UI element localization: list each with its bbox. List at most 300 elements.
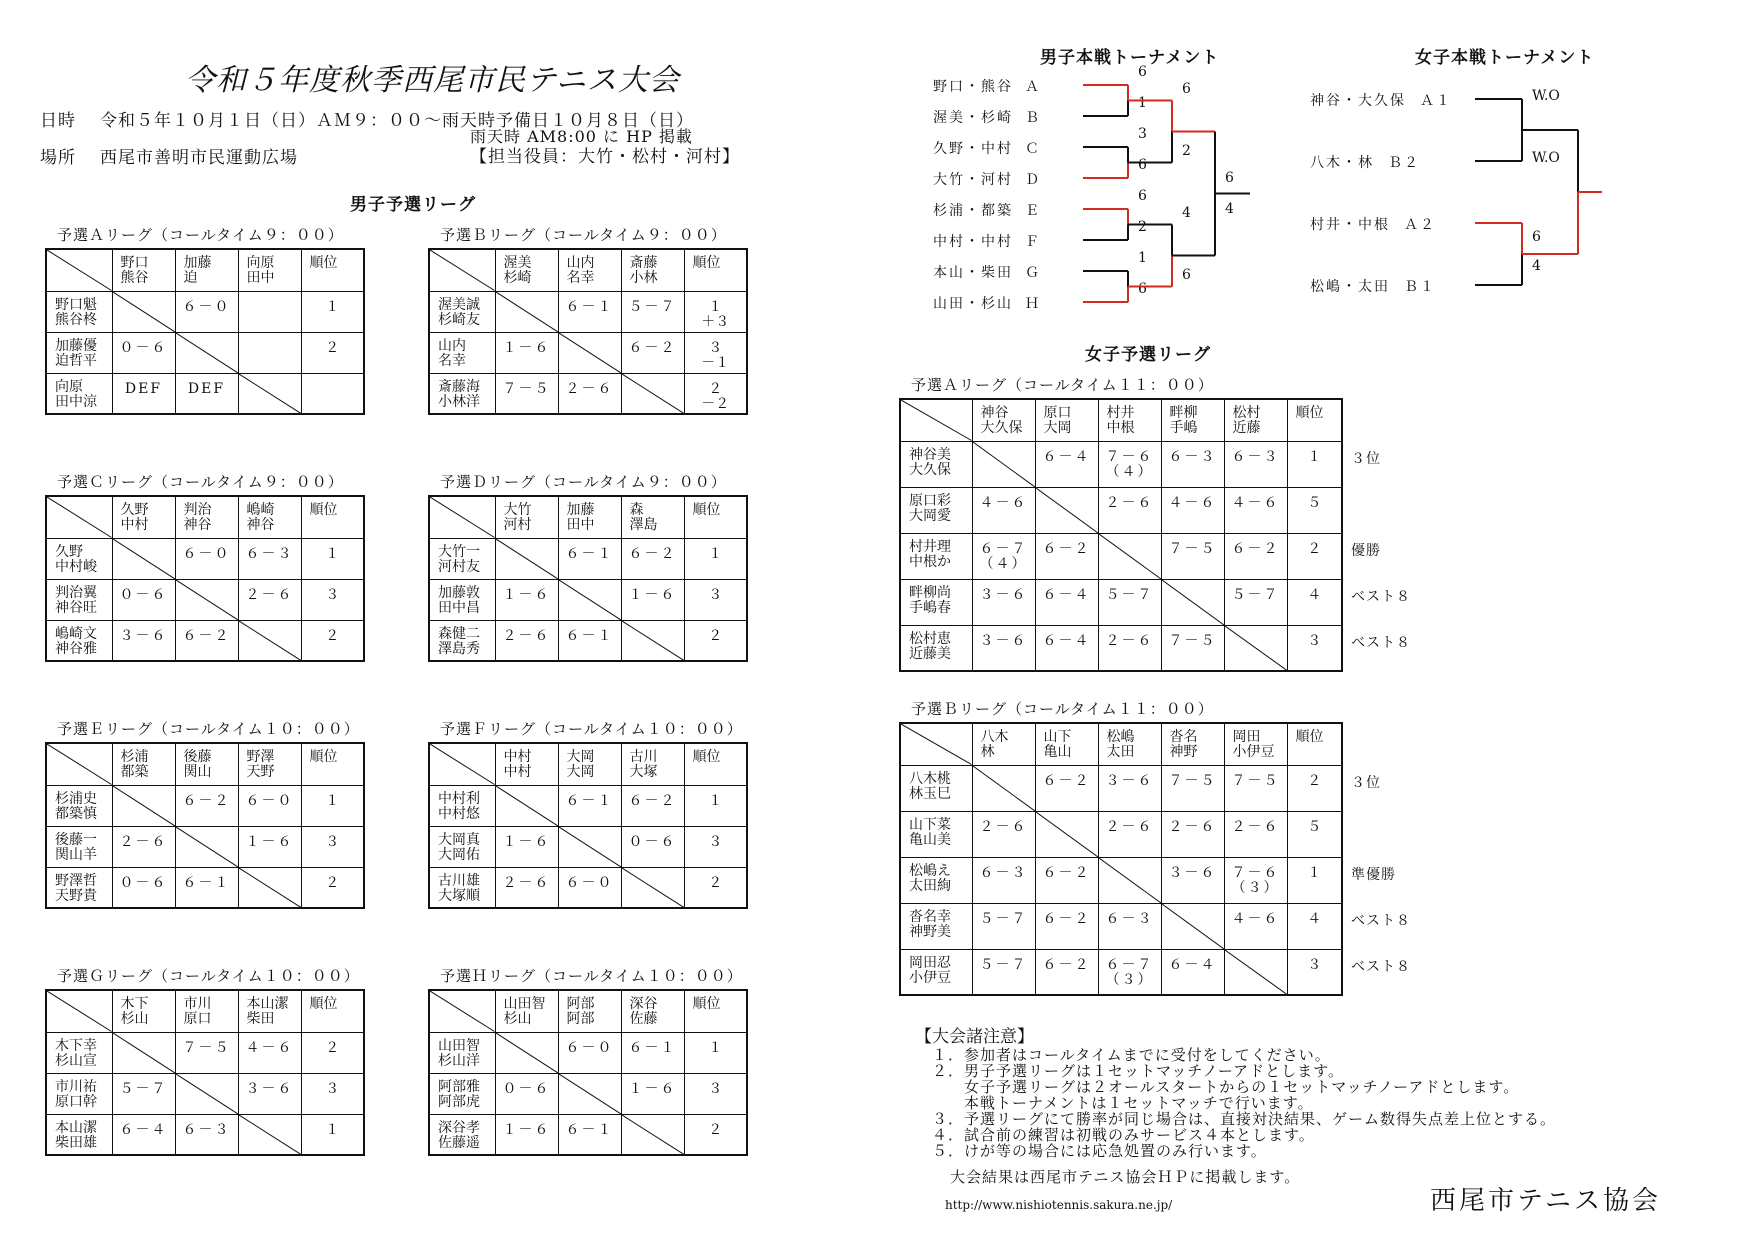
association-url[interactable]: http://www.nishiotennis.sakura.ne.jp/ [945, 1198, 1173, 1212]
officials: 【担当役員：大竹・松村・河村】 [470, 147, 740, 167]
score-cell [558, 1114, 621, 1155]
diagonal-slash [1036, 812, 1098, 857]
score: ０－６ [119, 339, 168, 356]
score: ６－２ [1042, 772, 1091, 789]
round1-score: 2 [1138, 219, 1147, 235]
score: ７－５ [1168, 540, 1217, 557]
score-cell [175, 1032, 238, 1073]
rank-value: ２ [1307, 772, 1322, 789]
score-cell [972, 487, 1035, 533]
score-cell [972, 857, 1035, 903]
rank-cell [1287, 579, 1342, 625]
diagonal-slash [1099, 534, 1161, 579]
score: １－６ [245, 833, 294, 850]
player-names: 向原 田中涼 [55, 378, 97, 410]
opponent-header [558, 743, 621, 785]
score-cell [1224, 441, 1287, 487]
rank-value: １ [1307, 864, 1322, 881]
rank-cell [684, 867, 747, 908]
self-match-cell [175, 1073, 238, 1114]
semifinal-score: 6 [1532, 229, 1541, 245]
score: ０－６ [628, 833, 677, 850]
score-cell [112, 332, 175, 373]
opponent-header [1035, 723, 1098, 765]
player-names: 市川祐 原口幹 [55, 1078, 97, 1110]
self-match-cell [175, 826, 238, 867]
self-match-cell [1035, 487, 1098, 533]
score: ４－６ [1168, 494, 1217, 511]
table-row [46, 373, 364, 414]
self-match-cell [972, 765, 1035, 811]
score: ２－６ [119, 833, 168, 850]
player-pair [900, 949, 972, 995]
player-names: 加藤敦 田中昌 [438, 584, 480, 616]
score: １－６ [502, 1121, 551, 1138]
rank-cell [684, 373, 747, 414]
score: ６－０ [182, 545, 231, 562]
rank-cell [684, 1032, 747, 1073]
self-match-cell [1035, 811, 1098, 857]
rank-cell [301, 1032, 364, 1073]
rank-value: ３ [708, 586, 723, 603]
round1-score: 6 [1138, 281, 1147, 297]
rank-cell [301, 373, 364, 414]
diagonal-slash [901, 400, 972, 441]
league-table [428, 742, 748, 909]
player-names: 大岡真 大岡佑 [438, 831, 480, 863]
place-value: 西尾市善明市民運動広場 [100, 148, 298, 168]
note-line: ５．けが等の場合には応急処置のみ行います。 [932, 1142, 1267, 1160]
league-header-row [46, 496, 364, 538]
player-pair [46, 579, 112, 620]
score-cell [621, 1032, 684, 1073]
opponent-name: 中村 中村 [503, 749, 532, 780]
score-cell [972, 625, 1035, 671]
rank-cell [684, 785, 747, 826]
rank-value: １ [708, 545, 723, 562]
player-pair [46, 867, 112, 908]
final-score: 4 [1225, 201, 1234, 217]
player-pair [900, 857, 972, 903]
diagonal-slash [239, 374, 301, 414]
player-names: 八木桃 林玉巳 [909, 770, 951, 802]
entry-seed: Ｅ [1025, 203, 1041, 219]
rank-cell [684, 826, 747, 867]
rank-value: １ [708, 1039, 723, 1056]
player-names: 深谷孝 佐藤遥 [438, 1119, 480, 1151]
rank-value: ２ [325, 1039, 340, 1056]
score: １－６ [502, 339, 551, 356]
player-pair [900, 765, 972, 811]
score-cell [1224, 487, 1287, 533]
score-cell [1035, 533, 1098, 579]
date-label: 日時 [40, 111, 76, 131]
opponent-name: 久野 中村 [120, 502, 149, 533]
score-cell [1224, 903, 1287, 949]
player-names: 岡田忍 小伊豆 [909, 954, 951, 986]
diagonal-slash [239, 868, 301, 908]
score-cell [1035, 857, 1098, 903]
score: ３－６ [245, 1080, 294, 1097]
score: DEF [124, 380, 163, 397]
player-pair [46, 826, 112, 867]
note-line: ３．予選リーグにて勝率が同じ場合は、直接対決結果、ゲーム数得失点差上位とする。 [932, 1110, 1557, 1128]
opponent-header [558, 990, 621, 1032]
semifinal-score: 4 [1532, 258, 1541, 274]
rank-value: １ [708, 792, 723, 809]
rank-cell [1287, 949, 1342, 995]
opponent-header [238, 990, 301, 1032]
league-header-row [46, 990, 364, 1032]
score-cell [238, 785, 301, 826]
player-names: 木下幸 杉山宣 [55, 1037, 97, 1069]
table-row [429, 1073, 747, 1114]
player-names: 斎藤海 小林洋 [438, 378, 480, 410]
score-cell [175, 538, 238, 579]
opponent-name: 村井 中根 [1106, 405, 1135, 436]
player-pair [429, 579, 495, 620]
score-cell [1098, 487, 1161, 533]
entry-pair: 久野・中村 [933, 141, 1013, 157]
entry-pair: 杉浦・都築 [933, 203, 1013, 219]
rank-cell [301, 1073, 364, 1114]
player-names: 畔柳尚 手嶋春 [909, 584, 951, 616]
score: ６－１ [565, 627, 614, 644]
score-cell [238, 538, 301, 579]
score-cell [972, 811, 1035, 857]
player-names: 久野 中村峻 [55, 543, 97, 575]
player-names: 神谷美 大久保 [909, 446, 951, 478]
final-result: ３位 [1351, 775, 1381, 791]
player-pair [900, 903, 972, 949]
mens-section-title: 男子予選リーグ [350, 195, 476, 215]
league-table [45, 742, 365, 909]
player-pair [429, 373, 495, 414]
rank-value: ２ [708, 627, 723, 644]
score: ２－６ [1231, 818, 1280, 835]
rank-value: ５ [1307, 818, 1322, 835]
rank-value: ２ [1307, 540, 1322, 557]
score-cell [621, 1073, 684, 1114]
diagonal-slash [559, 333, 621, 373]
opponent-name: 加藤 迫 [183, 255, 212, 286]
score-cell [558, 620, 621, 661]
score: ６－３ [1168, 448, 1217, 465]
player-pair [429, 538, 495, 579]
self-match-cell [112, 1032, 175, 1073]
score-cell [1098, 811, 1161, 857]
mens-tournament-title: 男子本戦トーナメント [1040, 48, 1220, 68]
rank-value: ３ [325, 1080, 340, 1097]
score: ６－４ [119, 1121, 168, 1138]
score: ６－３ [1231, 448, 1280, 465]
table-row [46, 1114, 364, 1155]
score: ２－６ [1105, 632, 1154, 649]
self-match-cell [175, 579, 238, 620]
score-cell [495, 620, 558, 661]
round1-score: 1 [1138, 95, 1147, 111]
rank-cell [1287, 441, 1342, 487]
score: ２－６ [1168, 818, 1217, 835]
opponent-name: 後藤 関山 [183, 749, 212, 780]
note-line: ４．試合前の練習は初戦のみサービス４本とします。 [932, 1126, 1315, 1144]
score: ６－３ [245, 545, 294, 562]
score: ２－６ [979, 818, 1028, 835]
entry-pair: 村井・中根 [1310, 217, 1390, 233]
opponent-name: 野口 熊谷 [120, 255, 149, 286]
opponent-header [238, 743, 301, 785]
rain-note: 雨天時 AM8:00 に HP 掲載 [470, 127, 693, 146]
round1-score: 6 [1138, 157, 1147, 173]
opponent-name: 本山潔 柴田 [246, 996, 289, 1027]
score: ５－７ [979, 956, 1028, 973]
entry-pair: 中村・中村 [933, 234, 1013, 250]
diagonal-slash [973, 442, 1035, 487]
entry-seed: Ｇ [1025, 265, 1041, 281]
score: ２－６ [502, 874, 551, 891]
rank-cell [301, 826, 364, 867]
score: ３－６ [119, 627, 168, 644]
self-match-cell [558, 579, 621, 620]
score-cell [112, 620, 175, 661]
score-cell [1098, 579, 1161, 625]
score-cell [1035, 765, 1098, 811]
score: DEF [187, 380, 226, 397]
self-match-cell [1161, 903, 1224, 949]
score-cell [1035, 625, 1098, 671]
table-row [46, 1032, 364, 1073]
player-pair [429, 1032, 495, 1073]
player-pair [900, 487, 972, 533]
self-match-cell [1161, 579, 1224, 625]
score-cell [1161, 441, 1224, 487]
table-row [46, 867, 364, 908]
rank-cell [1287, 487, 1342, 533]
opponent-header [1161, 399, 1224, 441]
score-cell [1161, 811, 1224, 857]
score-cell [1035, 903, 1098, 949]
table-row [46, 1073, 364, 1114]
score: ６－４ [1042, 632, 1091, 649]
place-label: 場所 [40, 148, 76, 168]
rank-value: ４ [1307, 910, 1322, 927]
opponent-header [1098, 399, 1161, 441]
opponent-name: 判治 神谷 [183, 502, 212, 533]
player-names: 原口彩 大岡愛 [909, 492, 951, 524]
league-title: 予選Ａリーグ（コールタイム１１：００） [911, 376, 1214, 394]
player-names: 森健二 澤島秀 [438, 625, 480, 657]
diagonal-slash [973, 766, 1035, 811]
diagonal-slash [176, 580, 238, 620]
league-table [899, 398, 1343, 672]
corner-cell [429, 990, 495, 1032]
score-cell [238, 1032, 301, 1073]
rank-value: ５ [1307, 494, 1322, 511]
score-cell [238, 579, 301, 620]
diagonal-slash [47, 744, 112, 785]
self-match-cell [558, 332, 621, 373]
score: ４－６ [245, 1039, 294, 1056]
league-table [45, 989, 365, 1156]
opponent-name: 木下 杉山 [120, 996, 149, 1027]
score-cell [112, 579, 175, 620]
self-match-cell [238, 373, 301, 414]
score: ７－６ （３） [1231, 864, 1280, 896]
entry-pair: 野口・熊谷 [933, 79, 1013, 95]
corner-cell [429, 743, 495, 785]
opponent-header [238, 496, 301, 538]
rank-header: 順位 [1287, 399, 1342, 441]
womens-tournament-title: 女子本戦トーナメント [1415, 48, 1595, 68]
opponent-name: 渥美 杉崎 [503, 255, 532, 286]
table-row [46, 579, 364, 620]
opponent-header [175, 743, 238, 785]
player-names: 嶋崎文 神谷雅 [55, 625, 97, 657]
score: ０－６ [502, 1080, 551, 1097]
score-cell [495, 1073, 558, 1114]
rank-value: ３ [325, 586, 340, 603]
score-cell [1035, 579, 1098, 625]
womens-section-title: 女子予選リーグ [1085, 345, 1211, 365]
player-pair [46, 373, 112, 414]
entry-seed: Ｂ [1025, 110, 1041, 126]
round1-score: 6 [1138, 188, 1147, 204]
self-match-cell [1224, 625, 1287, 671]
final-result: ベスト８ [1351, 913, 1411, 929]
diagonal-slash [1162, 904, 1224, 949]
league-title: 予選Ｄリーグ（コールタイム９：００） [440, 473, 727, 491]
score-cell [1224, 533, 1287, 579]
score: ５－７ [1231, 586, 1280, 603]
table-row [429, 579, 747, 620]
self-match-cell [558, 1073, 621, 1114]
score-cell [972, 533, 1035, 579]
self-match-cell [1098, 857, 1161, 903]
opponent-name: 杉浦 都築 [120, 749, 149, 780]
score: ３－６ [1168, 864, 1217, 881]
diagonal-slash [430, 497, 495, 538]
table-row [900, 441, 1342, 487]
score-cell [112, 867, 175, 908]
score: ６－３ [182, 1121, 231, 1138]
opponent-name: 加藤 田中 [566, 502, 595, 533]
opponent-name: 斎藤 小林 [629, 255, 658, 286]
diagonal-slash [1162, 580, 1224, 625]
league-header-row [900, 723, 1342, 765]
score-cell [495, 332, 558, 373]
entry-seed: Ｈ [1025, 296, 1041, 312]
round2-score: 2 [1182, 142, 1191, 159]
score: ６－１ [565, 792, 614, 809]
rank-cell [1287, 903, 1342, 949]
opponent-name: 畔柳 手嶋 [1169, 405, 1198, 436]
score-cell [972, 903, 1035, 949]
opponent-name: 大竹 河村 [503, 502, 532, 533]
rank-value: ４ [1307, 586, 1322, 603]
score-cell [1161, 949, 1224, 995]
table-row [900, 579, 1342, 625]
diagonal-slash [622, 374, 684, 414]
rank-cell [684, 1114, 747, 1155]
self-match-cell [495, 538, 558, 579]
league-title: 予選Ｂリーグ（コールタイム１１：００） [911, 700, 1214, 718]
player-names: 加藤優 迫哲平 [55, 337, 97, 369]
score-cell [112, 373, 175, 414]
score: １－６ [502, 586, 551, 603]
score-cell [175, 620, 238, 661]
score-cell [1098, 949, 1161, 995]
rank-value: ２ [325, 339, 340, 356]
opponent-header [175, 496, 238, 538]
diagonal-slash [559, 827, 621, 867]
player-pair [900, 579, 972, 625]
score-cell [558, 373, 621, 414]
player-names: 山内 名幸 [438, 337, 466, 369]
player-names: 野澤哲 天野貴 [55, 872, 97, 904]
page-title: 令和５年度秋季西尾市民テニス大会 [185, 63, 680, 98]
round1-score: 3 [1138, 126, 1147, 142]
organizer-name: 西尾市テニス協会 [1430, 1186, 1661, 1216]
score: ４－６ [1231, 910, 1280, 927]
diagonal-slash [430, 744, 495, 785]
rank-value: １ [325, 792, 340, 809]
score: ５－７ [979, 910, 1028, 927]
opponent-name: 森 澤島 [629, 502, 658, 533]
opponent-header [1035, 399, 1098, 441]
player-pair [429, 1114, 495, 1155]
opponent-name: 向原 田中 [246, 255, 275, 286]
self-match-cell [621, 1114, 684, 1155]
player-pair [429, 826, 495, 867]
player-pair [46, 1114, 112, 1155]
final-result: ベスト８ [1351, 959, 1411, 975]
player-pair [429, 620, 495, 661]
score: ３－６ [1105, 772, 1154, 789]
table-row [46, 826, 364, 867]
diagonal-slash [559, 580, 621, 620]
entry-pair: 山田・杉山 [933, 296, 1013, 312]
league-title: 予選Ｃリーグ（コールタイム９：００） [57, 473, 344, 491]
table-row [429, 1032, 747, 1073]
note-line: １．参加者はコールタイムまでに受付をしてください。 [932, 1046, 1331, 1064]
table-row [429, 373, 747, 414]
score: ２－６ [565, 380, 614, 397]
round1-score: 1 [1138, 250, 1147, 266]
player-names: 野口魁 熊谷柊 [55, 296, 97, 328]
player-pair [46, 332, 112, 373]
opponent-header [495, 743, 558, 785]
round2-score: 6 [1182, 80, 1191, 97]
score: ７－５ [502, 380, 551, 397]
score-cell [495, 826, 558, 867]
league-header-row [429, 496, 747, 538]
rank-value: ２ [325, 627, 340, 644]
score: ６－２ [628, 339, 677, 356]
player-pair [900, 533, 972, 579]
player-pair [429, 867, 495, 908]
entry-pair: 本山・柴田 [933, 265, 1013, 281]
rank-cell [1287, 625, 1342, 671]
diagonal-slash [113, 539, 175, 579]
rank-value: ３ [708, 1080, 723, 1097]
score-cell [1098, 441, 1161, 487]
league-header-row [900, 399, 1342, 441]
score-cell [112, 1073, 175, 1114]
player-names: 本山潔 柴田雄 [55, 1119, 97, 1151]
league-title: 予選Ｆリーグ（コールタイム１０：００） [440, 720, 743, 738]
final-result: ベスト８ [1351, 635, 1411, 651]
self-match-cell [495, 785, 558, 826]
